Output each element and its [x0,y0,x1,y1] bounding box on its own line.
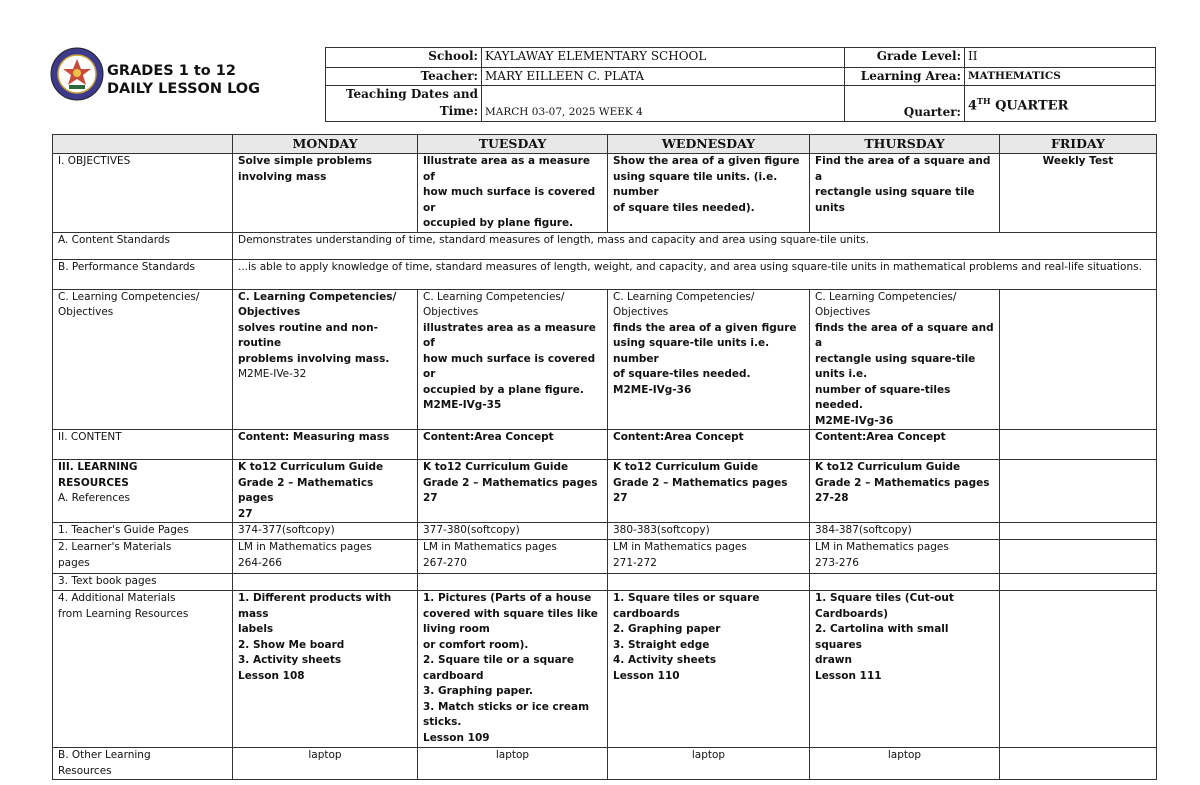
learners-materials-wednesday: LM in Mathematics pages 271-272 [608,540,810,574]
textbook-row [53,574,1157,591]
resources-friday [1000,460,1157,523]
other-resources-label: B. Other Learning Resources [53,748,233,780]
teachers-guide-row [53,523,1157,540]
day-wednesday: WEDNESDAY [608,135,810,154]
competencies-wednesday-code: M2ME-IVg-36 [613,383,692,396]
objectives-wednesday: Show the area of a given figure using square tile units. (i.e. number of square tiles needed). [608,154,810,233]
competencies-monday-code: M2ME-IVe-32 [238,368,307,380]
teacher-value: MARY EILLEEN C. PLATA [482,68,845,86]
content-label: II. CONTENT [53,430,233,460]
resources-label-references: A. References [58,492,131,504]
competencies-monday-head: C. Learning Competencies/ Objectives [238,290,397,318]
textbook-friday [1000,574,1157,591]
learning-area-label: Learning Area: [845,68,965,86]
additional-materials-friday [1000,591,1157,748]
competencies-tuesday-code: M2ME-IVg-35 [423,399,502,411]
deped-seal-logo [50,47,104,101]
competencies-thursday [810,289,1000,430]
objectives-friday: Weekly Test [1000,154,1157,233]
resources-wednesday: K to12 Curriculum Guide Grade 2 – Mathematics pages 27 [608,460,810,523]
content-standards-text: Demonstrates understanding of time, standard measures of length, mass and capacity and area using square-tile units. [233,232,1157,259]
objectives-row [53,154,1157,233]
school-value: KAYLAWAY ELEMENTARY SCHOOL [482,48,845,68]
resources-thursday: K to12 Curriculum Guide Grade 2 – Mathematics pages 27-28 [810,460,1000,523]
teachers-guide-tuesday: 377-380(softcopy) [418,523,608,540]
day-thursday: THURSDAY [810,135,1000,154]
objectives-label: I. OBJECTIVES [53,154,233,233]
competencies-label: C. Learning Competencies/ Objectives [53,289,233,430]
grade-level-value: II [965,48,1156,68]
resources-label-main: III. LEARNING RESOURCES [58,461,138,489]
resources-monday: K to12 Curriculum Guide Grade 2 – Mathematics pages 27 [233,460,418,523]
school-label: School: [326,48,482,68]
additional-materials-thursday: 1. Square tiles (Cut-out Cardboards) 2. Cartolina with small squares drawn Lesson 111 [810,591,1000,748]
competencies-wednesday-head: C. Learning Competencies/ Objectives [613,290,755,318]
competencies-wednesday-body: finds the area of a given figure using square-tile units i.e. number of square-tiles needed. [613,321,797,380]
content-friday [1000,430,1157,460]
other-resources-row [53,748,1157,780]
competencies-row [53,289,1157,430]
performance-standards-text: ...is able to apply knowledge of time, standard measures of length, weight, and capacity, and area using square-tile units in mathematical problems and real-life situations. [233,259,1157,289]
title-line-2: DAILY LESSON LOG [107,81,261,97]
competencies-monday [233,289,418,430]
content-monday: Content: Measuring mass [233,430,418,460]
day-monday: MONDAY [233,135,418,154]
performance-standards-row [53,259,1157,289]
day-header-row [53,135,1157,154]
quarter-suffix: TH [977,95,991,106]
day-header-blank [53,135,233,154]
other-resources-tuesday: laptop [418,748,608,780]
teachers-guide-friday [1000,523,1157,540]
competencies-thursday-code: M2ME-IVg-36 [815,414,894,427]
content-thursday: Content:Area Concept [810,430,1000,460]
resources-row [53,460,1157,523]
teachers-guide-label: 1. Teacher's Guide Pages [53,523,233,540]
additional-materials-row [53,591,1157,748]
additional-materials-tuesday: 1. Pictures (Parts of a house covered with square tiles like living room or comfort room). 2. Square tile or a square cardboard 3. Graphing paper. 3. Match sticks or ice cream sticks. Lesson 109 [418,591,608,748]
textbook-label: 3. Text book pages [53,574,233,591]
textbook-tuesday [418,574,608,591]
title-line-1: GRADES 1 to 12 [107,63,236,79]
competencies-friday [1000,289,1157,430]
quarter-word: QUARTER [990,98,1069,114]
learners-materials-monday: LM in Mathematics pages 264-266 [233,540,418,574]
competencies-thursday-body: finds the area of a square and a rectangle using square-tile units i.e. number of square-tiles needed. [815,321,994,411]
content-row [53,430,1157,460]
learners-materials-thursday: LM in Mathematics pages 273-276 [810,540,1000,574]
learners-materials-tuesday: LM in Mathematics pages 267-270 [418,540,608,574]
quarter-label: Quarter: [845,86,965,122]
teachers-guide-monday: 374-377(softcopy) [233,523,418,540]
competencies-tuesday [418,289,608,430]
textbook-wednesday [608,574,810,591]
learning-area-value: MATHEMATICS [965,68,1156,86]
objectives-tuesday: Illustrate area as a measure of how much surface is covered or occupied by plane figure. [418,154,608,233]
other-resources-thursday: laptop [810,748,1000,780]
competencies-monday-body: solves routine and non-routine problems involving mass. [238,321,390,365]
content-standards-label: A. Content Standards [53,232,233,259]
quarter-number: 4 [968,98,978,114]
competencies-thursday-head: C. Learning Competencies/ Objectives [815,290,957,318]
resources-label [53,460,233,523]
learners-materials-row [53,540,1157,574]
other-resources-wednesday: laptop [608,748,810,780]
day-friday: FRIDAY [1000,135,1157,154]
quarter-value [965,86,1156,122]
additional-materials-label: 4. Additional Materials from Learning Resources [53,591,233,748]
competencies-wednesday [608,289,810,430]
other-resources-friday [1000,748,1157,780]
textbook-thursday [810,574,1000,591]
teachers-guide-thursday: 384-387(softcopy) [810,523,1000,540]
other-resources-monday: laptop [233,748,418,780]
learners-materials-label: 2. Learner's Materials pages [53,540,233,574]
competencies-tuesday-head: C. Learning Competencies/ Objectives [423,290,565,318]
header-info-table [325,47,1156,122]
performance-standards-label: B. Performance Standards [53,259,233,289]
lesson-log-table [52,134,1157,780]
document-title [107,62,260,98]
teacher-label: Teacher: [326,68,482,86]
objectives-thursday: Find the area of a square and a rectangle using square tile units [810,154,1000,233]
additional-materials-wednesday: 1. Square tiles or square cardboards 2. Graphing paper 3. Straight edge 4. Activity sheets Lesson 110 [608,591,810,748]
resources-tuesday: K to12 Curriculum Guide Grade 2 – Mathematics pages 27 [418,460,608,523]
day-tuesday: TUESDAY [418,135,608,154]
teaching-dates-value: MARCH 03-07, 2025 WEEK 4 [482,86,845,122]
learners-materials-friday [1000,540,1157,574]
teachers-guide-wednesday: 380-383(softcopy) [608,523,810,540]
objectives-monday: Solve simple problems involving mass [233,154,418,233]
additional-materials-monday: 1. Different products with mass labels 2. Show Me board 3. Activity sheets Lesson 108 [233,591,418,748]
content-wednesday: Content:Area Concept [608,430,810,460]
textbook-monday [233,574,418,591]
content-standards-row [53,232,1157,259]
grade-level-label: Grade Level: [845,48,965,68]
competencies-tuesday-body: illustrates area as a measure of how much surface is covered or occupied by a plane figure. [423,321,596,396]
content-tuesday: Content:Area Concept [418,430,608,460]
teaching-dates-label: Teaching Dates and Time: [326,86,482,122]
